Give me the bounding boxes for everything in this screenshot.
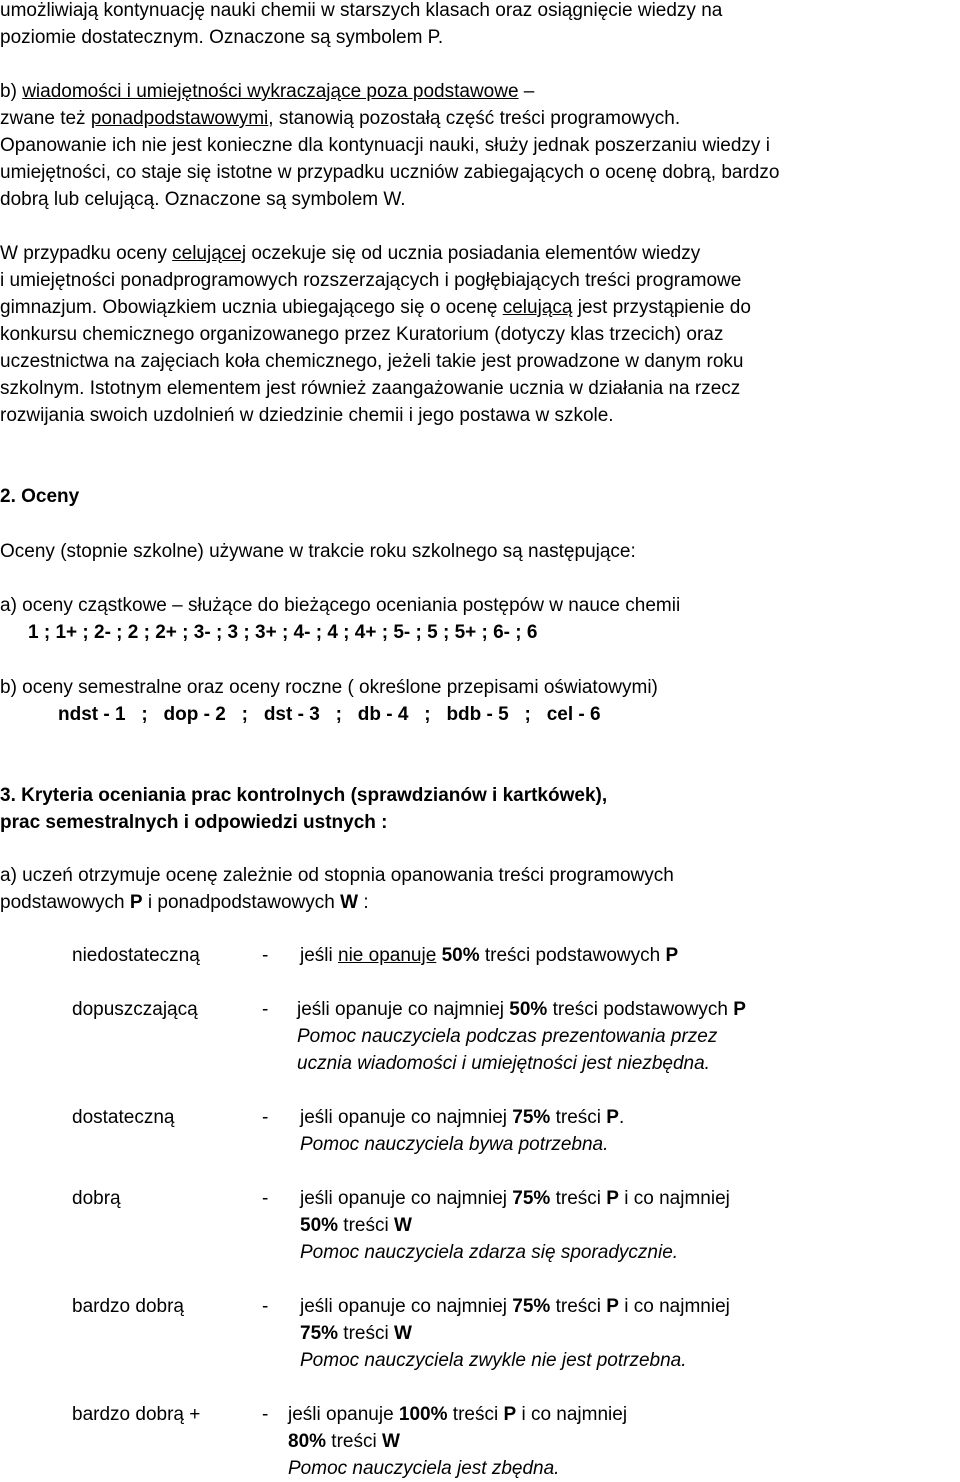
grade-criteria-line bbox=[300, 1185, 730, 1212]
criteria-text-segment: . bbox=[618, 1107, 625, 1128]
intro-line-1: umożliwiają kontynuację nauki chemii w starszych klasach oraz osiągnięcie wiedzy na bbox=[0, 0, 723, 21]
celujaca-line-7: rozwijania swoich uzdolnień w dziedzinie chemii i jego postawa w szkole. bbox=[0, 405, 614, 426]
grade-dash: - bbox=[262, 1188, 269, 1209]
point-b-line-1 bbox=[0, 78, 534, 105]
criteria-text-segment: treści podstawowych bbox=[547, 999, 734, 1020]
grade-name: dobrą bbox=[72, 1188, 121, 1209]
celujaca-line-2: i umiejętności ponadprogramowych rozszerzających i pogłębiających treści programowe bbox=[0, 270, 742, 291]
criteria-text-segment: jeśli opanuje bbox=[288, 1404, 399, 1425]
criteria-text-segment: nie opanuje bbox=[338, 945, 437, 966]
criteria-text-segment: W bbox=[393, 1215, 412, 1236]
point-b-dash: – bbox=[518, 81, 535, 102]
criteria-text-segment: 80% bbox=[288, 1431, 327, 1452]
criteria-text-segment: P bbox=[733, 999, 746, 1020]
point-b-prefix: b) bbox=[0, 81, 23, 102]
criteria-text-segment: treści podstawowych bbox=[479, 945, 666, 966]
celujaca-line-1 bbox=[0, 240, 700, 267]
grade-dash: - bbox=[262, 1107, 269, 1128]
partial-grades-label: a) oceny cząstkowe – służące do bieżącego oceniania postępów w nauce chemii bbox=[0, 595, 681, 616]
point-b-line2-text: zwane też bbox=[0, 108, 91, 129]
criteria-text-segment: Pomoc nauczyciela zdarza się sporadycznie. bbox=[300, 1242, 679, 1263]
criteria-text-segment: Pomoc nauczyciela podczas prezentowania przez bbox=[297, 1026, 718, 1047]
criteria-text-segment: 50% bbox=[441, 945, 480, 966]
criteria-text-segment: 75% bbox=[300, 1323, 339, 1344]
celujaca-l3-a: gimnazjum. Obowiązkiem ucznia ubiegającego się o ocenę bbox=[0, 297, 503, 318]
criteria-text-segment: P bbox=[665, 945, 679, 966]
criteria-text-segment: jeśli opanuje co najmniej bbox=[300, 1107, 513, 1128]
celujaca-line-6: szkolnym. Istotnym elementem jest również zaangażowanie ucznia w działania na rzecz bbox=[0, 378, 741, 399]
celujaca-underlined-1: celującej bbox=[172, 243, 247, 264]
grade-criteria-line bbox=[300, 942, 678, 969]
criteria-text-segment: 50% bbox=[300, 1215, 339, 1236]
celujaca-l1-a: W przypadku oceny bbox=[0, 243, 173, 264]
criteria-text-segment: treści bbox=[338, 1215, 394, 1236]
grade-criteria-line bbox=[300, 1239, 678, 1266]
grade-criteria-line bbox=[300, 1104, 624, 1131]
criteria-text-segment: treści bbox=[338, 1323, 394, 1344]
criteria-text-segment: jeśli opanuje co najmniej bbox=[297, 999, 510, 1020]
intro2-c: : bbox=[358, 892, 369, 913]
criteria-text-segment: 75% bbox=[512, 1296, 551, 1317]
celujaca-l1-b: oczekuje się od ucznia posiadania elementów wiedzy bbox=[246, 243, 701, 264]
criteria-text-segment: i co najmniej bbox=[618, 1188, 730, 1209]
final-grades-label: b) oceny semestralne oraz oceny roczne ( określone przepisami oświatowymi) bbox=[0, 677, 658, 698]
criteria-text-segment: treści bbox=[550, 1107, 607, 1128]
grade-name: bardzo dobrą + bbox=[72, 1404, 201, 1425]
criteria-text-segment: i co najmniej bbox=[618, 1296, 730, 1317]
section-3-intro-line-2 bbox=[0, 889, 369, 916]
criteria-text-segment: Pomoc nauczyciela bywa potrzebna. bbox=[300, 1134, 609, 1155]
grade-criteria-line bbox=[300, 1212, 412, 1239]
criteria-text-segment: W bbox=[393, 1323, 412, 1344]
criteria-text-segment: treści bbox=[447, 1404, 504, 1425]
criteria-text-segment: treści bbox=[326, 1431, 382, 1452]
grade-criteria-line bbox=[297, 996, 746, 1023]
point-b-underlined-term: ponadpodstawowymi bbox=[90, 108, 269, 129]
criteria-text-segment: jeśli bbox=[300, 945, 339, 966]
criteria-text-segment: ucznia wiadomości i umiejętności jest niezbędna. bbox=[297, 1053, 710, 1074]
criteria-text-segment: Pomoc nauczyciela jest zbędna. bbox=[288, 1458, 560, 1479]
grade-criteria-line bbox=[297, 1023, 717, 1050]
criteria-text-segment: Pomoc nauczyciela zwykle nie jest potrzebna. bbox=[300, 1350, 687, 1371]
criteria-text-segment: jeśli opanuje co najmniej bbox=[300, 1188, 513, 1209]
criteria-text-segment: P bbox=[606, 1296, 619, 1317]
point-b-underlined-title: wiadomości i umiejętności wykraczające poza podstawowe bbox=[22, 81, 519, 102]
partial-grades-values: 1 ; 1+ ; 2- ; 2 ; 2+ ; 3- ; 3 ; 3+ ; 4- ; 4 ; 4+ ; 5- ; 5 ; 5+ ; 6- ; 6 bbox=[28, 622, 538, 643]
celujaca-line-5: uczestnictwa na zajęciach koła chemicznego, jeżeli takie jest prowadzone w danym roku bbox=[0, 351, 744, 372]
section-2-intro: Oceny (stopnie szkolne) używane w trakcie roku szkolnego są następujące: bbox=[0, 541, 636, 562]
criteria-text-segment: jeśli opanuje co najmniej bbox=[300, 1296, 513, 1317]
section-3-intro-line-1: a) uczeń otrzymuje ocenę zależnie od stopnia opanowania treści programowych bbox=[0, 865, 674, 886]
section-2-heading: 2. Oceny bbox=[0, 486, 80, 507]
section-3-heading-line-1: 3. Kryteria oceniania prac kontrolnych (sprawdzianów i kartkówek), bbox=[0, 785, 608, 806]
grade-name: bardzo dobrą bbox=[72, 1296, 184, 1317]
grade-dash: - bbox=[262, 1404, 269, 1425]
point-b-line-2 bbox=[0, 105, 680, 132]
grade-criteria-line bbox=[300, 1347, 687, 1374]
grade-dash: - bbox=[262, 1296, 269, 1317]
final-grades-values: ndst - 1 ; dop - 2 ; dst - 3 ; db - 4 ; bdb - 5 ; cel - 6 bbox=[58, 704, 601, 725]
celujaca-underlined-2: celującą bbox=[502, 297, 573, 318]
intro2-a: podstawowych bbox=[0, 892, 130, 913]
criteria-text-segment: i co najmniej bbox=[516, 1404, 628, 1425]
grade-criteria-line bbox=[288, 1455, 559, 1482]
criteria-text-segment: 50% bbox=[509, 999, 548, 1020]
point-b-line-5: dobrą lub celującą. Oznaczone są symbolem W. bbox=[0, 189, 406, 210]
criteria-text-segment: P bbox=[606, 1107, 619, 1128]
celujaca-line-4: konkursu chemicznego organizowanego przez Kuratorium (dotyczy klas trzecich) oraz bbox=[0, 324, 724, 345]
criteria-text-segment: 75% bbox=[512, 1188, 551, 1209]
criteria-text-segment: W bbox=[381, 1431, 400, 1452]
section-3-heading-line-2: prac semestralnych i odpowiedzi ustnych : bbox=[0, 812, 388, 833]
point-b-line2-rest: , stanowią pozostałą część treści programowych. bbox=[268, 108, 681, 129]
criteria-text-segment: 100% bbox=[398, 1404, 448, 1425]
point-b-line-3: Opanowanie ich nie jest konieczne dla kontynuacji nauki, służy jednak poszerzaniu wiedzy i bbox=[0, 135, 770, 156]
criteria-text-segment: treści bbox=[550, 1188, 607, 1209]
grade-criteria-line bbox=[297, 1050, 710, 1077]
criteria-text-segment: P bbox=[606, 1188, 619, 1209]
criteria-text-segment: treści bbox=[550, 1296, 607, 1317]
criteria-text-segment: 75% bbox=[512, 1107, 551, 1128]
grade-criteria-line bbox=[300, 1293, 730, 1320]
grade-criteria-line bbox=[288, 1401, 627, 1428]
criteria-text-segment: P bbox=[503, 1404, 517, 1425]
grade-criteria-line bbox=[300, 1131, 608, 1158]
grade-name: niedostateczną bbox=[72, 945, 200, 966]
intro2-b: i ponadpodstawowych bbox=[142, 892, 341, 913]
grade-dash: - bbox=[262, 999, 269, 1020]
grade-name: dopuszczającą bbox=[72, 999, 198, 1020]
celujaca-line-3 bbox=[0, 294, 751, 321]
point-b-line-4: umiejętności, co staje się istotne w przypadku uczniów zabiegających o ocenę dobrą, bardzo bbox=[0, 162, 780, 183]
grade-criteria-line bbox=[300, 1320, 412, 1347]
intro-line-2: poziomie dostatecznym. Oznaczone są symbolem P. bbox=[0, 27, 444, 48]
grade-criteria-line bbox=[288, 1428, 400, 1455]
celujaca-l3-b: jest przystąpienie do bbox=[572, 297, 751, 318]
grade-dash: - bbox=[262, 945, 269, 966]
intro2-symbol-w: W bbox=[340, 892, 359, 913]
grade-name: dostateczną bbox=[72, 1107, 175, 1128]
intro2-symbol-p: P bbox=[129, 892, 143, 913]
